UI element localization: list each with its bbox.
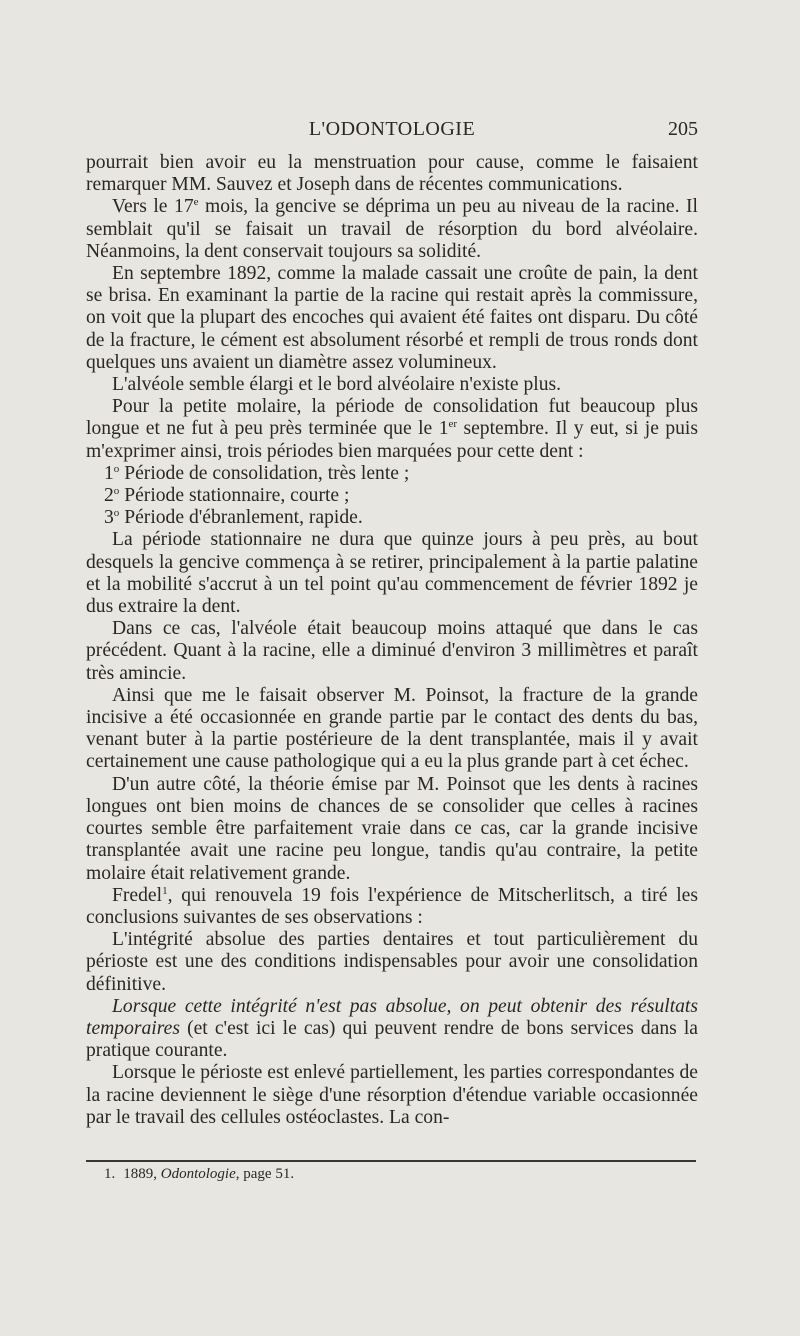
footnote-rule bbox=[86, 1160, 696, 1162]
paragraph: pourrait bien avoir eu la menstruation pour cause, comme le faisaient remarquer MM. Sauvez et Joseph dans de récentes communications. bbox=[86, 152, 698, 196]
running-title: L'ODONTOLOGIE bbox=[308, 118, 476, 140]
paragraph-text: Fredel bbox=[112, 884, 163, 906]
superscript: e bbox=[193, 196, 199, 209]
body-text bbox=[86, 152, 698, 1129]
list-item bbox=[86, 507, 698, 529]
superscript: o bbox=[113, 462, 120, 475]
page-number: 205 bbox=[668, 118, 698, 140]
list-item bbox=[86, 463, 698, 485]
paragraph-text: , qui renouvela 19 fois l'expérience de Mitscherlitsch, a tiré les conclusions suivantes de ses observations : bbox=[86, 884, 698, 928]
footnote-number: 1. bbox=[104, 1166, 116, 1182]
list-text: Période stationnaire, courte ; bbox=[119, 485, 350, 507]
paragraph-text: septembre. Il y eut, si je puis m'exprimer ainsi, trois périodes bien marquées pour cette dent : bbox=[86, 418, 698, 462]
paragraph: Dans ce cas, l'alvéole était beaucoup moins attaqué que dans le cas précédent. Quant à la racine, elle a diminué d'environ 3 millimètres et paraît très amincie. bbox=[86, 618, 698, 684]
list-number: 3 bbox=[104, 507, 114, 529]
list-number: 2 bbox=[104, 485, 114, 507]
footnote-reference: 1 bbox=[162, 884, 168, 897]
paragraph bbox=[86, 196, 698, 263]
italic-text: Lorsque cette intégrité n'est pas absolue, on peut obtenir des résultats temporaires bbox=[86, 995, 698, 1039]
paragraph-text: Vers le 17 bbox=[112, 196, 194, 218]
list-text: Période d'ébranlement, rapide. bbox=[119, 507, 363, 529]
paragraph bbox=[86, 396, 698, 463]
paragraph: Ainsi que me le faisait observer M. Poinsot, la fracture de la grande incisive a été occasionnée en grande partie par le contact des dents du bas, venant buter à la partie postérieure de la dent transplantée, mais il y avait certainement une cause pathologique qui a eu la plus grande part à cet échec. bbox=[86, 684, 698, 773]
paragraph: La période stationnaire ne dura que quinze jours à peu près, au bout desquels la gencive commença à se retirer, principalement à la partie palatine et la mobilité s'accrut à un tel point qu'au commencement de février 1892 je dus extraire la dent. bbox=[86, 529, 698, 618]
superscript: er bbox=[448, 418, 458, 431]
paragraph: D'un autre côté, la théorie émise par M. Poinsot que les dents à racines longues ont bien moins de chances de se consolider que celles à racines courtes semble être parfaitement vraie dans ce cas, car la grande incisive transplantée avait une racine peu longue, tandis qu'au contraire, la petite molaire était relativement grande. bbox=[86, 773, 698, 884]
paragraph-text: Pour la petite molaire, la période de consolidation fut beaucoup plus longue et ne fut à peu près terminée que le 1 bbox=[86, 396, 698, 440]
list-number: 1 bbox=[104, 462, 114, 484]
superscript: o bbox=[113, 507, 120, 520]
paragraph: Lorsque le périoste est enlevé partiellement, les parties correspondantes de la racine deviennent le siège d'une résorption d'étendue variable occasionnée par le travail des cellules ostéoclastes. La con- bbox=[86, 1062, 698, 1128]
paragraph bbox=[86, 996, 698, 1063]
paragraph: L'intégrité absolue des parties dentaires et tout particulièrement du périoste est une des conditions indispensables pour avoir une consolidation définitive. bbox=[86, 929, 698, 995]
list-text: Période de consolidation, très lente ; bbox=[119, 462, 410, 484]
footnote-italic: Odontologie bbox=[160, 1166, 236, 1182]
footnote-text: , page 51. bbox=[235, 1166, 295, 1182]
list-item bbox=[86, 485, 698, 507]
footnote-text: 1889, bbox=[123, 1166, 161, 1182]
footnote bbox=[104, 1166, 294, 1183]
paragraph-text: (et c'est ici le cas) qui peuvent rendre de bons services dans la pratique courante. bbox=[86, 1017, 698, 1062]
paragraph: L'alvéole semble élargi et le bord alvéolaire n'existe plus. bbox=[112, 374, 562, 396]
superscript: o bbox=[113, 485, 120, 498]
paragraph-text: mois, la gencive se déprima un peu au niveau de la racine. Il semblait qu'il se faisait un travail de résorption du bord alvéolaire. Néanmoins, la dent conservait toujours sa solidité. bbox=[86, 196, 698, 262]
paragraph bbox=[86, 885, 698, 929]
page-header bbox=[86, 118, 698, 148]
paragraph: En septembre 1892, comme la malade cassait une croûte de pain, la dent se brisa. En examinant la partie de la racine qui restait après la commissure, on voit que la plupart des encoches qui avaient été faites ont disparu. Du côté de la fracture, le cément est absolument résorbé et rempli de trous ronds dont quelques uns avaient un diamètre assez volumineux. bbox=[86, 263, 698, 373]
